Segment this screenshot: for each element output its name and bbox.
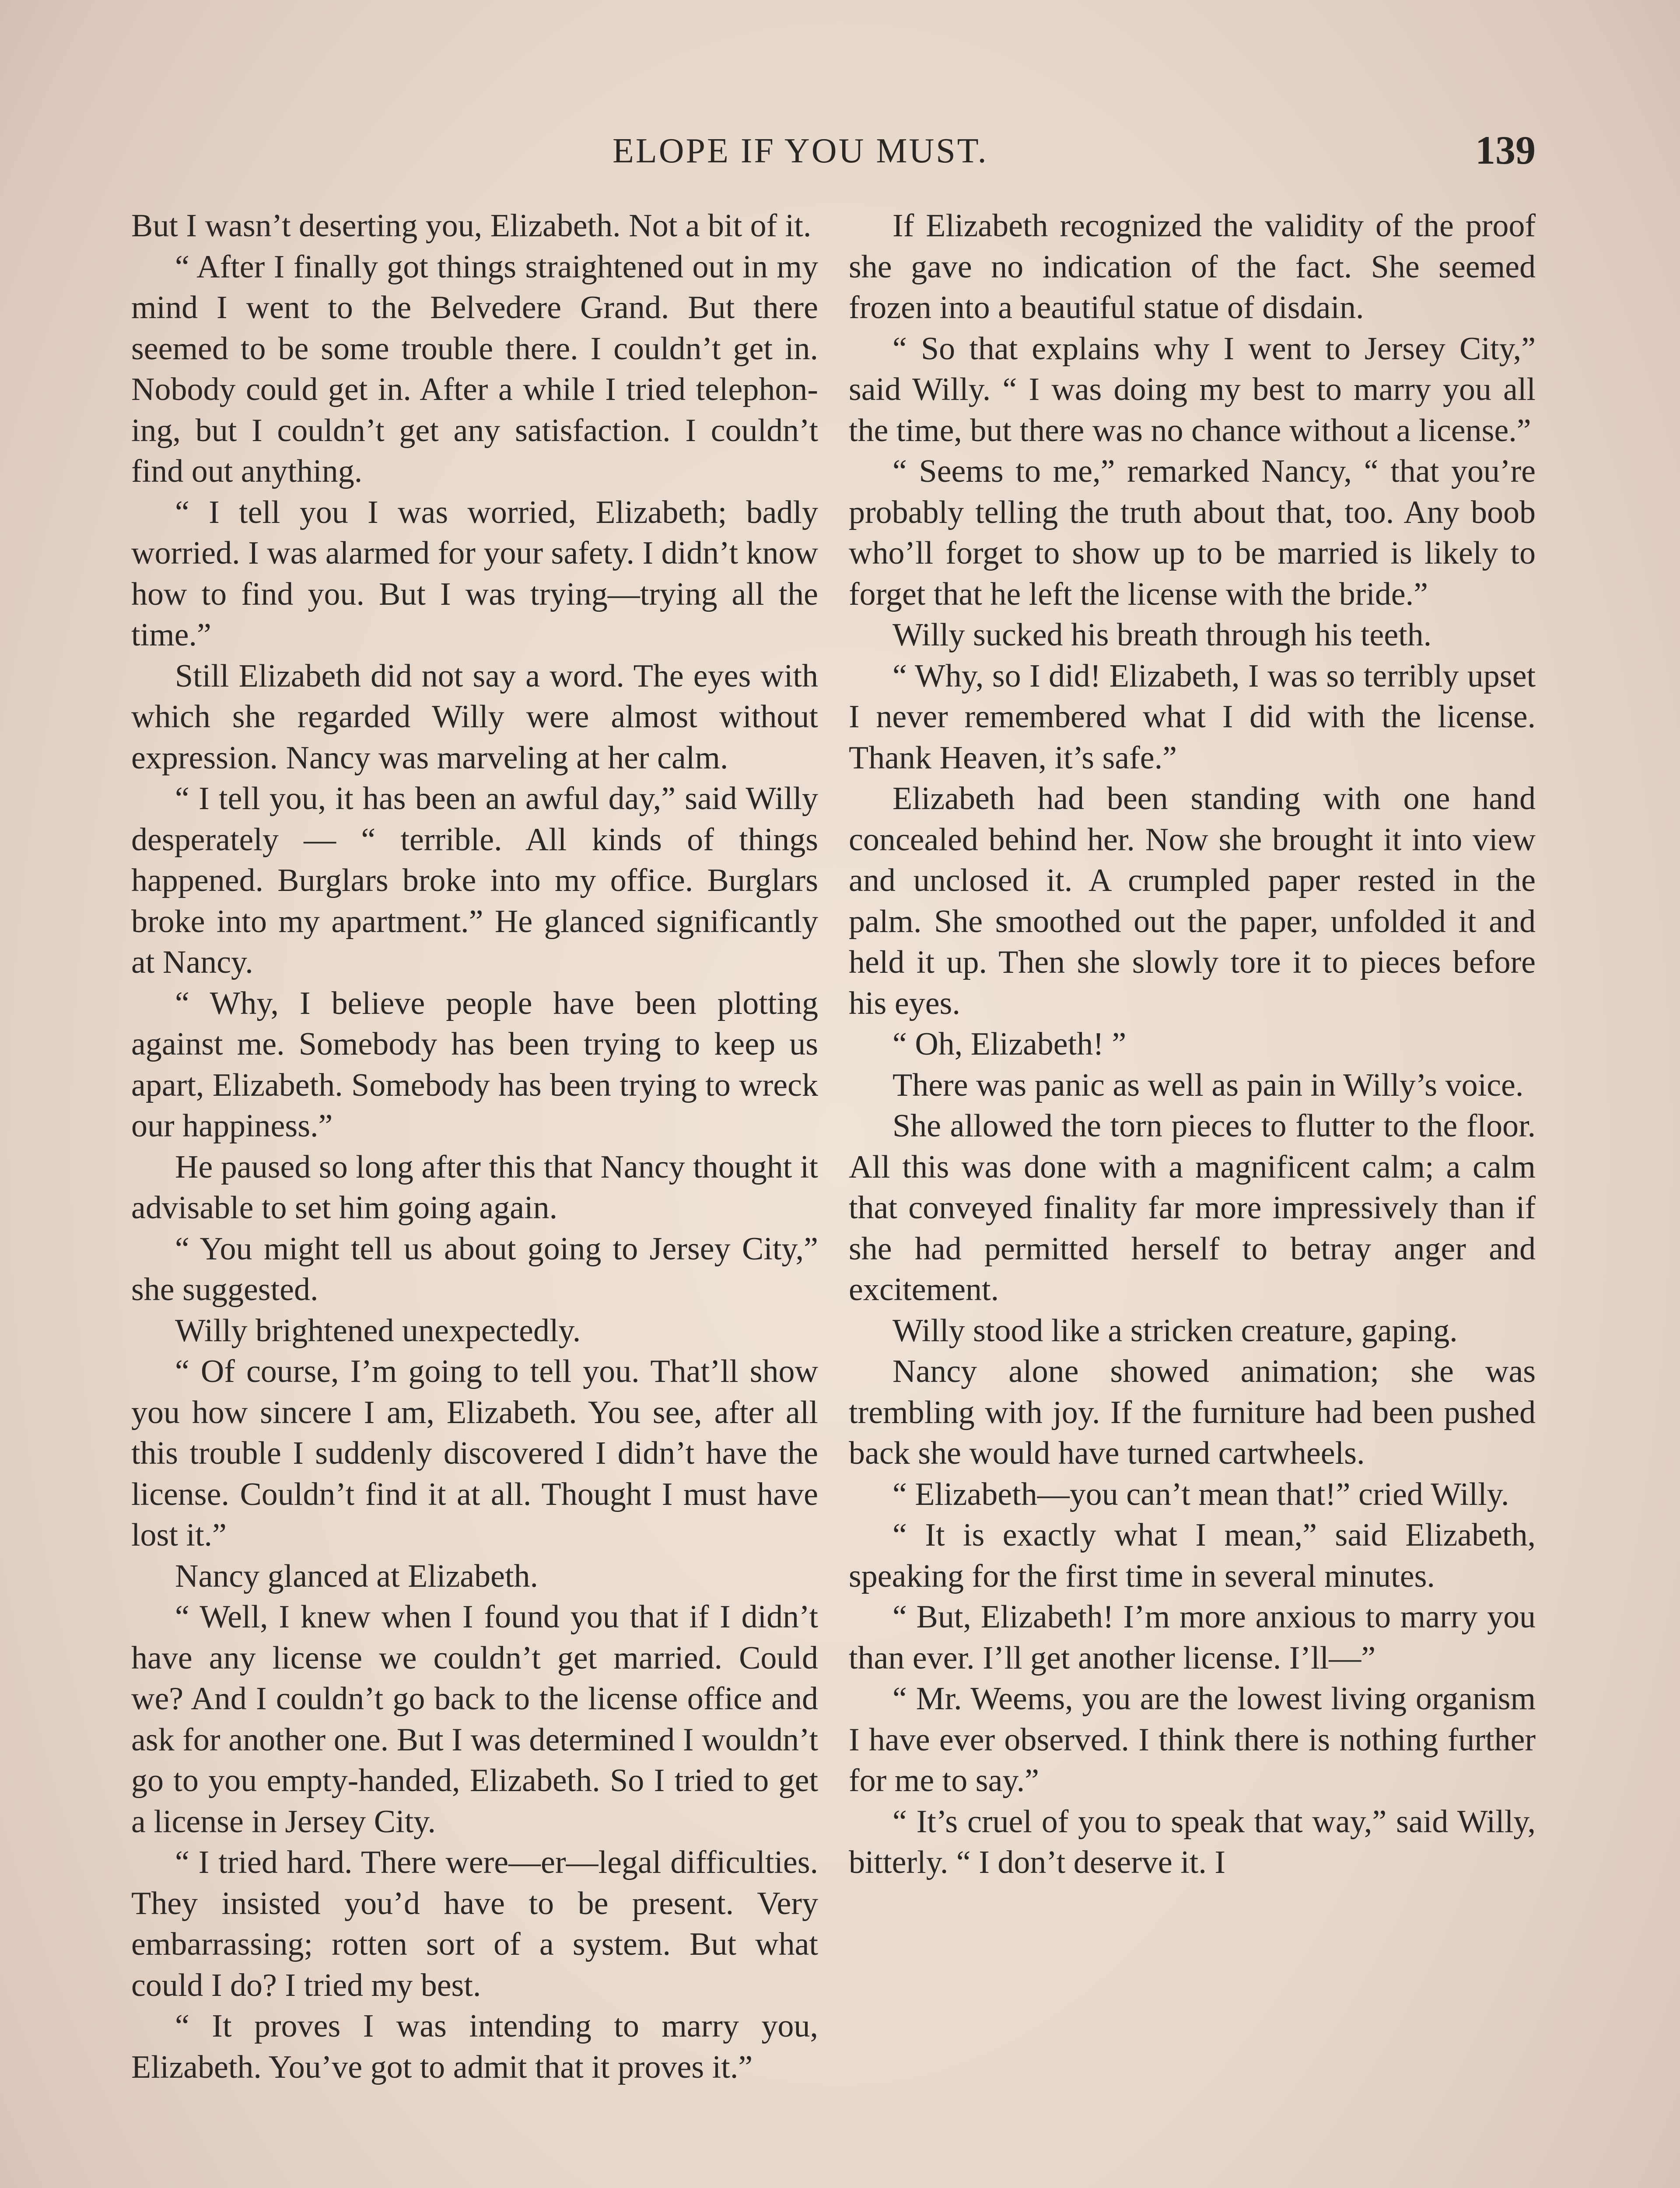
- paragraph: Nancy alone showed animation; she was trembling with joy. If the furniture had been pushed back she would have turned cartwheels.: [849, 1353, 1536, 1471]
- page-number: 139: [1475, 128, 1536, 172]
- text-columns: [131, 206, 1536, 2188]
- paragraph: “ You might tell us about going to Jersey City,” she suggested.: [131, 1231, 818, 1308]
- paragraph: “ Why, I believe people have been plotting against me. Somebody has been trying to keep us apart, Elizabeth. Somebody has been trying to wreck our happiness.”: [131, 985, 818, 1144]
- paragraph: “ But, Elizabeth! I’m more anxious to marry you than ever. I’ll get another license. I’ll—”: [849, 1599, 1536, 1676]
- paragraph: Willy brightened unexpectedly.: [175, 1312, 581, 1349]
- paragraph: “ Elizabeth—you can’t mean that!” cried Willy.: [892, 1476, 1509, 1512]
- paragraph: “ It proves I was intending to marry you, Elizabeth. You’ve got to admit that it proves it.”: [131, 2008, 818, 2085]
- paragraph: “ So that explains why I went to Jersey City,” said Willy. “ I was doing my best to marry you all the time, but there was no chance without a license.”: [849, 330, 1536, 449]
- paragraph: If Elizabeth recognized the validity of the proof she gave no indication of the fact. She seemed frozen into a beautiful statue of disdain.: [849, 208, 1536, 326]
- paragraph: There was panic as well as pain in Willy’s voice.: [892, 1067, 1524, 1103]
- paragraph: “ Well, I knew when I found you that if I didn’t have any license we couldn’t get married. Could we? And I couldn’t go back to the license office and ask for another one. But I was determined I wouldn’t go to you empty-handed, Elizabeth. So I tried to get a license in Jersey City.: [131, 1599, 818, 1840]
- paragraph: “ I tried hard. There were—er—legal difficulties. They insisted you’d have to be present. Very embarrassing; rotten sort of a system. But what could I do? I tried my best.: [131, 1844, 818, 2003]
- running-title: ELOPE IF YOU MUST.: [612, 132, 988, 170]
- paragraph: He paused so long after this that Nancy thought it advisable to set him going again.: [131, 1149, 818, 1226]
- paragraph: “ I tell you, it has been an awful day,” said Willy desperately — “ terrible. All kinds of things happened. Burglars broke into my office. Burglars broke into my apartment.” He glanced significantly at Nancy.: [131, 781, 818, 980]
- paragraph: Willy sucked his breath through his teeth.: [892, 617, 1432, 653]
- paragraph: Nancy glanced at Elizabeth.: [175, 1558, 539, 1594]
- paragraph: “ Mr. Weems, you are the lowest living organism I have ever observed. I think there is nothing further for me to say.”: [849, 1681, 1536, 1799]
- paragraph: Willy stood like a stricken creature, gaping.: [892, 1312, 1458, 1349]
- page-header: [131, 127, 1536, 184]
- paragraph: But I wasn’t deserting you, Elizabeth. Not a bit of it.: [131, 208, 812, 244]
- paragraph: She allowed the torn pieces to flutter to the floor. All this was done with a magnificent calm; a calm that conveyed finality far more impressively than if she had permitted herself to betray anger and excitement.: [849, 1108, 1536, 1308]
- paragraph: “ Why, so I did! Elizabeth, I was so terribly upset I never remembered what I did with the license. Thank Heaven, it’s safe.”: [849, 658, 1536, 776]
- paragraph: Elizabeth had been standing with one hand concealed behind her. Now she brought it into view and unclosed it. A crumpled paper rested in the palm. She smoothed out the paper, unfolded it and held it up. Then she slowly tore it to pieces before his eyes.: [849, 781, 1536, 1021]
- paragraph: “ Seems to me,” remarked Nancy, “ that you’re probably telling the truth about that, too. Any boob who’ll forget to show up to be married is likely to forget that he left the license with the bride.”: [849, 453, 1536, 612]
- paragraph: “ It’s cruel of you to speak that way,” said Willy, bitterly. “ I don’t deserve it. I: [849, 1803, 1536, 1880]
- paragraph: Still Elizabeth did not say a word. The eyes with which she regarded Willy were almost without expression. Nancy was marveling at her calm.: [131, 658, 818, 776]
- paragraph: “ It is exactly what I mean,” said Elizabeth, speaking for the first time in several minutes.: [849, 1517, 1536, 1594]
- left-column: [131, 206, 818, 2088]
- right-column: [849, 206, 1536, 1883]
- paragraph: “ I tell you I was worried, Elizabeth; badly worried. I was alarmed for your safety. I didn’t know how to find you. But I was trying—trying all the time.”: [131, 494, 818, 653]
- paragraph: “ After I finally got things straightened out in my mind I went to the Belvedere Grand. But there seemed to be some trouble there. I couldn’t get in. Nobody could get in. After a while I tried telephoning, but I couldn’t get any satisfaction. I couldn’t find out anything.: [131, 249, 818, 489]
- paragraph: “ Oh, Elizabeth! ”: [892, 1026, 1127, 1062]
- paragraph: “ Of course, I’m going to tell you. That’ll show you how sincere I am, Elizabeth. You see, after all this trouble I suddenly discovered I didn’t have the license. Couldn’t find it at all. Thought I must have lost it.”: [131, 1353, 818, 1553]
